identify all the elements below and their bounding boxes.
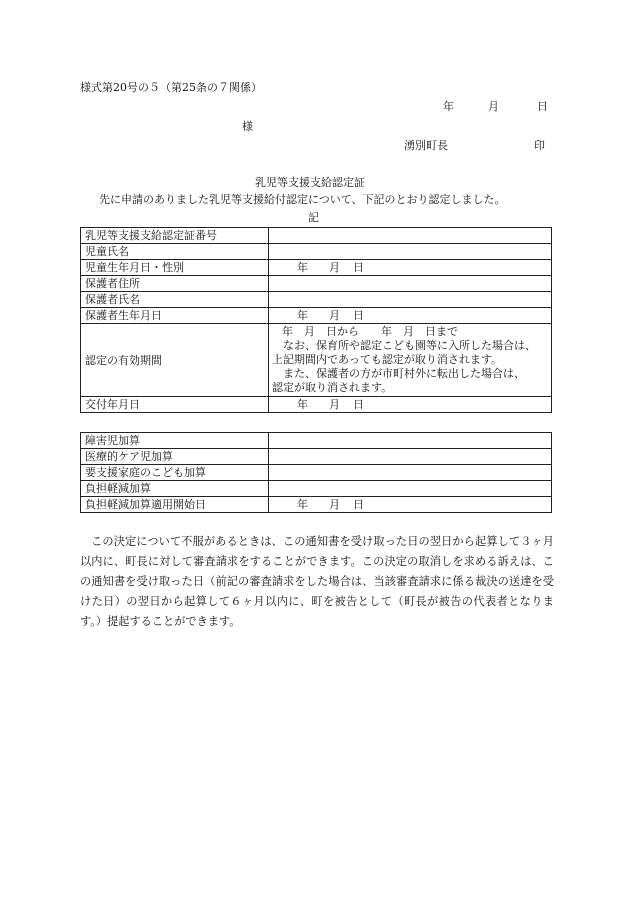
table-row: [81, 481, 552, 497]
table-row: [81, 397, 552, 413]
table-row: [81, 292, 552, 308]
validity-note-2b: 認定が取り消されます。: [272, 381, 393, 394]
date-month-label: 月: [488, 100, 499, 113]
issuer-name: 湧別町長: [404, 139, 448, 152]
appeal-notice-text: この決定について不服があるときは、この通知書を受け取った日の翌日から起算して３ヶ月以内に、町長に対して審査請求をすることができます。この決定の取消しを求める訴えは、この通知書を受け取った日（前記の審査請求をした場合は、当該審査請求に係る裁決の送達を受けた日）の翌日から起算して６ヶ月以内に、町を被告として（町長が被告の代表者となります。）提起することができます。: [80, 535, 554, 628]
form-number: 様式第20号の５（第25条の７関係）: [80, 81, 262, 94]
validity-note-1b: 上記期間内であっても認定が取り消されます。: [272, 353, 503, 366]
issue-date-label: 交付年月日: [81, 397, 269, 413]
date-day-label: 日: [537, 100, 548, 113]
guardian-name-value: [269, 292, 552, 308]
guardian-birth-value: 年 月 日: [269, 308, 552, 324]
disability-addition-label: 障害児加算: [81, 433, 269, 449]
child-birth-value: 年 月 日: [269, 260, 552, 276]
table-row: [81, 465, 552, 481]
certificate-number-value: [269, 228, 552, 244]
ki-label: 記: [308, 211, 319, 224]
table-row: [81, 324, 552, 397]
table-row: [81, 433, 552, 449]
addressee-suffix: 様: [242, 120, 253, 133]
document-title: 乳児等支援支給認定証: [255, 176, 365, 189]
burden-reduction-label: 負担軽減加算: [81, 481, 269, 497]
certificate-table: [80, 227, 552, 413]
guardian-birth-label: 保護者生年月日: [81, 308, 269, 324]
validity-note-2a: また、保護者の方が市町村外に転出した場合は、: [283, 367, 525, 380]
validity-note-1a: なお、保育所や認定こども園等に入所した場合は、: [283, 339, 536, 352]
table-row: [81, 244, 552, 260]
guardian-address-value: [269, 276, 552, 292]
medical-care-addition-label: 医療的ケア児加算: [81, 449, 269, 465]
table-row: [81, 228, 552, 244]
burden-start-label: 負担軽減加算適用開始日: [81, 497, 269, 513]
burden-reduction-value: [269, 481, 552, 497]
validity-range: 年 月 日から 年 月 日まで: [282, 325, 458, 338]
validity-value: [269, 324, 552, 397]
table-row: [81, 260, 552, 276]
table-row: [81, 449, 552, 465]
support-family-addition-value: [269, 465, 552, 481]
seal-mark: 印: [534, 139, 545, 152]
certificate-number-label: 乳児等支援支給認定証番号: [81, 228, 269, 244]
validity-label: 認定の有効期間: [81, 324, 269, 397]
support-family-addition-label: 要支援家庭のこども加算: [81, 465, 269, 481]
date-year-label: 年: [443, 100, 454, 113]
guardian-name-label: 保護者氏名: [81, 292, 269, 308]
child-name-label: 児童氏名: [81, 244, 269, 260]
medical-care-addition-value: [269, 449, 552, 465]
intro-text: 先に申請のありました乳児等支援給付認定について、下記のとおり認定しました。: [99, 193, 506, 206]
appeal-notice: [80, 532, 554, 632]
child-birth-sex-label: 児童生年月日・性別: [81, 260, 269, 276]
table-row: [81, 308, 552, 324]
child-name-value: [269, 244, 552, 260]
guardian-address-label: 保護者住所: [81, 276, 269, 292]
table-row: [81, 497, 552, 513]
table-row: [81, 276, 552, 292]
disability-addition-value: [269, 433, 552, 449]
burden-start-value: 年 月 日: [269, 497, 552, 513]
addition-table: [80, 432, 552, 513]
issue-date-value: 年 月 日: [269, 397, 552, 413]
